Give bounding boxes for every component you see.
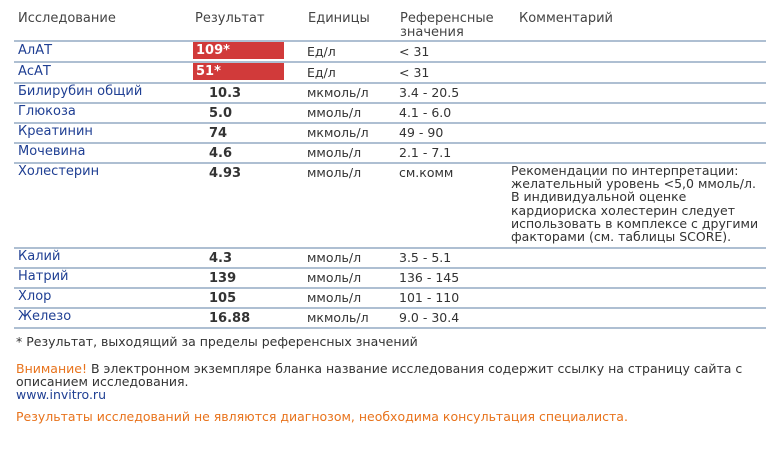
result-value: 4.3 [209, 251, 233, 266]
unit: ммоль/л [307, 145, 362, 160]
unit: ммоль/л [307, 250, 362, 265]
reference-range: 2.1 - 7.1 [399, 145, 452, 160]
test-link[interactable]: АсАТ [18, 64, 51, 79]
result-value: 5.0 [209, 106, 233, 121]
result-value: 4.6 [209, 146, 233, 161]
footnote: * Результат, выходящий за пределы референсных значений [16, 334, 418, 349]
reference-range: 101 - 110 [399, 290, 460, 305]
divider [14, 142, 766, 144]
result-value: 105 [209, 291, 237, 306]
reference-range: 3.4 - 20.5 [399, 85, 460, 100]
test-link[interactable]: Холестерин [18, 164, 100, 179]
unit: Ед/л [307, 44, 336, 59]
header-result: Результат [195, 11, 265, 26]
header-comment: Комментарий [519, 11, 613, 26]
reference-range: < 31 [399, 44, 430, 59]
disclaimer: Результаты исследований не являются диагнозом, необходима консультация специалиста. [16, 409, 628, 424]
divider [14, 307, 766, 309]
reference-range: 136 - 145 [399, 270, 460, 285]
divider [14, 40, 766, 42]
test-link[interactable]: Железо [18, 309, 72, 324]
divider [14, 287, 766, 289]
divider [14, 247, 766, 249]
warning-note [16, 363, 766, 388]
header-reference: Референсные значения [400, 11, 494, 40]
result-value-flagged: 51* [193, 63, 284, 80]
test-link[interactable]: Натрий [18, 269, 69, 284]
warning-label: Внимание! [16, 361, 87, 376]
divider [14, 327, 766, 329]
reference-range: см.комм [399, 165, 454, 180]
test-link[interactable]: Билирубин общий [18, 84, 143, 99]
unit: мкмоль/л [307, 85, 369, 100]
test-link[interactable]: Креатинин [18, 124, 93, 139]
reference-range: 9.0 - 30.4 [399, 310, 460, 325]
site-link[interactable]: www.invitro.ru [16, 387, 106, 402]
result-value: 139 [209, 271, 237, 286]
divider [14, 267, 766, 269]
result-value: 74 [209, 126, 228, 141]
divider [14, 61, 766, 63]
test-link[interactable]: АлАТ [18, 43, 53, 58]
header-units: Единицы [308, 11, 370, 26]
result-value: 4.93 [209, 166, 242, 181]
test-link[interactable]: Мочевина [18, 144, 86, 159]
result-value-flagged: 109* [193, 42, 284, 59]
unit: ммоль/л [307, 270, 362, 285]
warning-text: В электронном экземпляре бланка название исследования содержит ссылку на страницу сайта с описанием исследования. [16, 361, 743, 389]
unit: ммоль/л [307, 105, 362, 120]
test-link[interactable]: Глюкоза [18, 104, 76, 119]
header-test: Исследование [18, 11, 116, 26]
reference-range: 49 - 90 [399, 125, 444, 140]
reference-range: 4.1 - 6.0 [399, 105, 452, 120]
unit: мкмоль/л [307, 125, 369, 140]
reference-range: 3.5 - 5.1 [399, 250, 452, 265]
unit: ммоль/л [307, 165, 362, 180]
unit: ммоль/л [307, 290, 362, 305]
unit: мкмоль/л [307, 310, 369, 325]
comment-text: Рекомендации по интерпретации: желательный уровень <5,0 ммоль/л. В индивидуальной оценке кардиориска холестерин следует использовать в комплексе с другими факторами (см. таблицы SCORE). [511, 163, 759, 245]
divider [14, 122, 766, 124]
result-value: 10.3 [209, 86, 242, 101]
result-value: 16.88 [209, 311, 251, 326]
unit: Ед/л [307, 65, 336, 80]
reference-range: < 31 [399, 65, 430, 80]
test-link[interactable]: Калий [18, 249, 61, 264]
test-link[interactable]: Хлор [18, 289, 52, 304]
divider [14, 102, 766, 104]
